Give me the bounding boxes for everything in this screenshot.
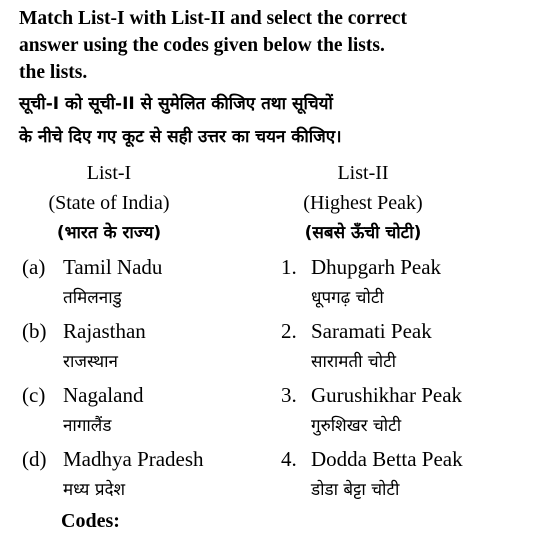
peak-name: Gurushikhar Peak [311,383,463,407]
list-marker: (c) [22,383,46,407]
list-marker: (d) [22,447,47,471]
state-name: Tamil Nadu [63,255,163,279]
state-name: Nagaland [63,383,144,407]
codes-label: Codes: [61,510,120,532]
list1-header [18,158,200,248]
list1-subtitle-hindi: (भारत के राज्य) [56,223,162,243]
peak-name: Dhupgarh Peak [311,255,442,279]
list-marker: 3. [281,383,297,407]
state-name-hindi: राजस्थान [63,352,118,372]
peak-name-hindi: गुरुशिखर चोटी [311,416,402,436]
list2-header [268,158,458,248]
list-marker: 2. [281,319,297,343]
state-name: Rajasthan [63,319,146,343]
peak-name: Saramati Peak [311,319,432,343]
list-marker: 1. [281,255,297,279]
state-name-hindi: तमिलनाडु [63,288,122,308]
list-marker: (b) [22,319,47,343]
list2-title: List-II [337,162,389,184]
list-marker: (a) [22,255,46,279]
state-name: Madhya Pradesh [63,447,204,471]
list1-subtitle: (State of India) [48,192,170,214]
question-text-hindi: सूची-I को सूची-II से सुमेलित कीजिए तथा सूचियों के नीचे दिए गए कूट से सही उत्तर का चयन कीजिए। [19,94,342,147]
list2-subtitle-hindi: (सबसे ऊँची चोटी) [304,223,422,243]
list1-title: List-I [86,162,132,184]
list-marker: 4. [281,447,297,471]
question-text-english: Match List-I with List-II and select the correct answer using the codes given below the lists. the lists. [19,8,407,83]
list2-subtitle: (Highest Peak) [303,192,423,214]
state-name-hindi: मध्य प्रदेश [63,480,126,500]
peak-name-hindi: धूपगढ़ चोटी [311,288,384,308]
state-name-hindi: नागालैंड [63,416,112,436]
peak-name-hindi: सारामती चोटी [311,352,397,372]
peak-name-hindi: डोडा बेट्टा चोटी [311,480,400,500]
peak-name: Dodda Betta Peak [311,447,463,471]
